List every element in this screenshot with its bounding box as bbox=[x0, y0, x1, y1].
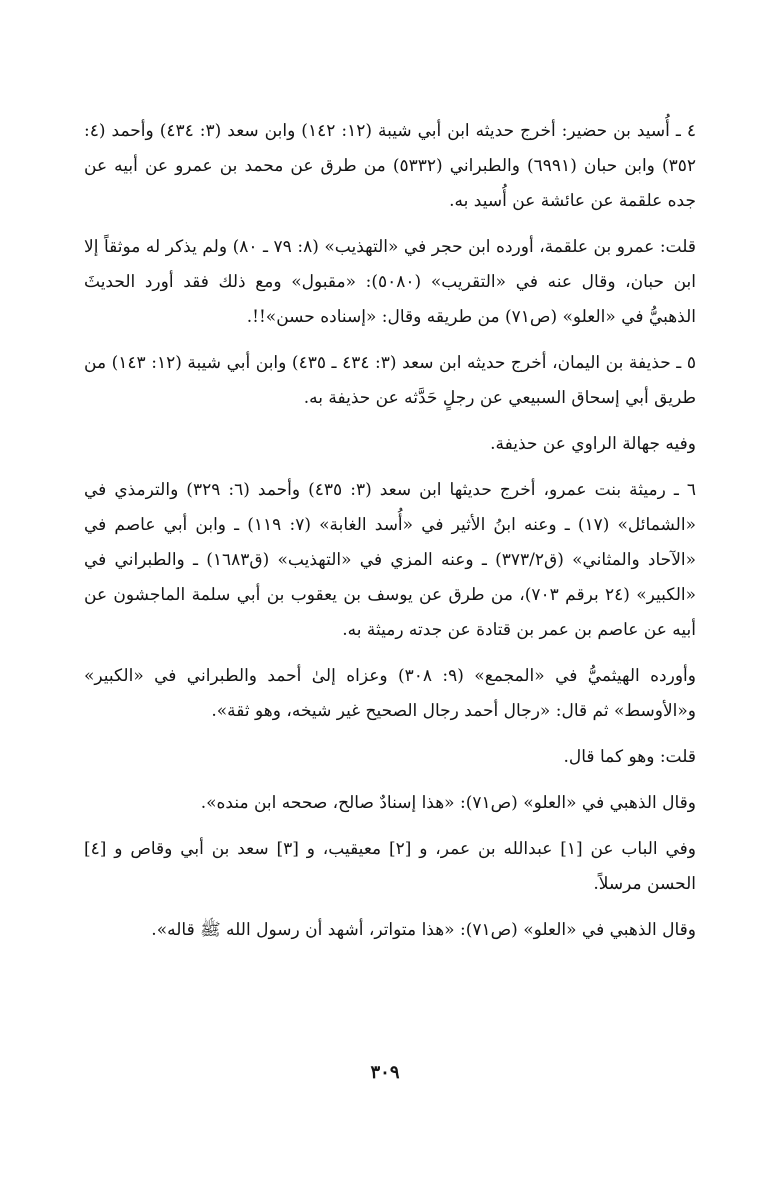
paragraph-rumaytha-bint-amr: ٦ ـ رميثة بنت عمرو، أخرج حديثها ابن سعد (٣: ٤٣٥) وأحمد (٦: ٣٢٩) والترمذي في «الشمائل» (١٧) ـ وعنه ابنُ الأثير في «أُسد الغابة» (٧: ١١٩) ـ وابن أبي عاصم في «الآحاد والمثاني» (ق٣٧٣/٢) ـ وعنه المزي في «التهذيب» (ق١٦٨٣) ـ والطبراني في «الكبير» (٢٤ برقم ٧٠٣)، من طرق عن يوسف بن يعقوب بن أبي سلمة الماجشون عن أبيه عن عاصم بن عمر بن قتادة عن جدته رميثة به. bbox=[84, 480, 697, 640]
paragraph-dhahabi-grading: وقال الذهبي في «العلو» (ص٧١): «هذا إسنادٌ صالح، صححه ابن منده». bbox=[200, 793, 696, 813]
paragraph-agreement-note: قلت: وهو كما قال. bbox=[563, 747, 696, 767]
paragraph-haythami-note: وأورده الهيثميُّ في «المجمع» (٩: ٣٠٨) وعزاه إلىٰ أحمد والطبراني في «الكبير» و«الأوسط» ثم قال: «رجال أحمد رجال الصحيح غير شيخه، وهو ثقة». bbox=[84, 666, 696, 721]
paragraph-hudhayfa-note: وفيه جهالة الراوي عن حذيفة. bbox=[490, 434, 696, 454]
page-number: ٣٠٩ bbox=[370, 1062, 400, 1083]
page-body-text bbox=[84, 114, 696, 959]
paragraph-dhahabi-mutawatir: وقال الذهبي في «العلو» (ص٧١): «هذا متواتر، أشهد أن رسول الله ﷺ قاله». bbox=[151, 920, 696, 940]
paragraph-usaid-ibn-hudayr: ٤ ـ أُسيد بن حضير: أخرج حديثه ابن أبي شيبة (١٢: ١٤٢) وابن سعد (٣: ٤٣٤) وأحمد (٤: ٣٥٢) وابن حبان (٦٩٩١) والطبراني (٥٣٣٢) من طرق عن محمد بن عمرو عن أبيه عن جده علقمة عن عائشة عن أُسيد به. bbox=[84, 121, 697, 211]
paragraph-other-narrations: وفي الباب عن [١] عبدالله بن عمر، و [٢] معيقيب، و [٣] سعد بن أبي وقاص و [٤] الحسن مرسلاً. bbox=[84, 839, 696, 894]
paragraph-hudhayfa-ibn-al-yaman: ٥ ـ حذيفة بن اليمان، أخرج حديثه ابن سعد (٣: ٤٣٤ ـ ٤٣٥) وابن أبي شيبة (١٢: ١٤٣) من طريق أبي إسحاق السبيعي عن رجلٍ حَدَّثه عن حذيفة به. bbox=[84, 353, 696, 408]
paragraph-amr-ibn-alqama-note: قلت: عمرو بن علقمة، أورده ابن حجر في «التهذيب» (٨: ٧٩ ـ ٨٠) ولم يذكر له موثقاً إلا ابن حبان، وقال عنه في «التقريب» (٥٠٨٠): «مقبول» ومع ذلك فقد أورد الحديثَ الذهبيُّ في «العلو» (ص٧١) من طريقه وقال: «إسناده حسن»!!. bbox=[84, 237, 696, 327]
